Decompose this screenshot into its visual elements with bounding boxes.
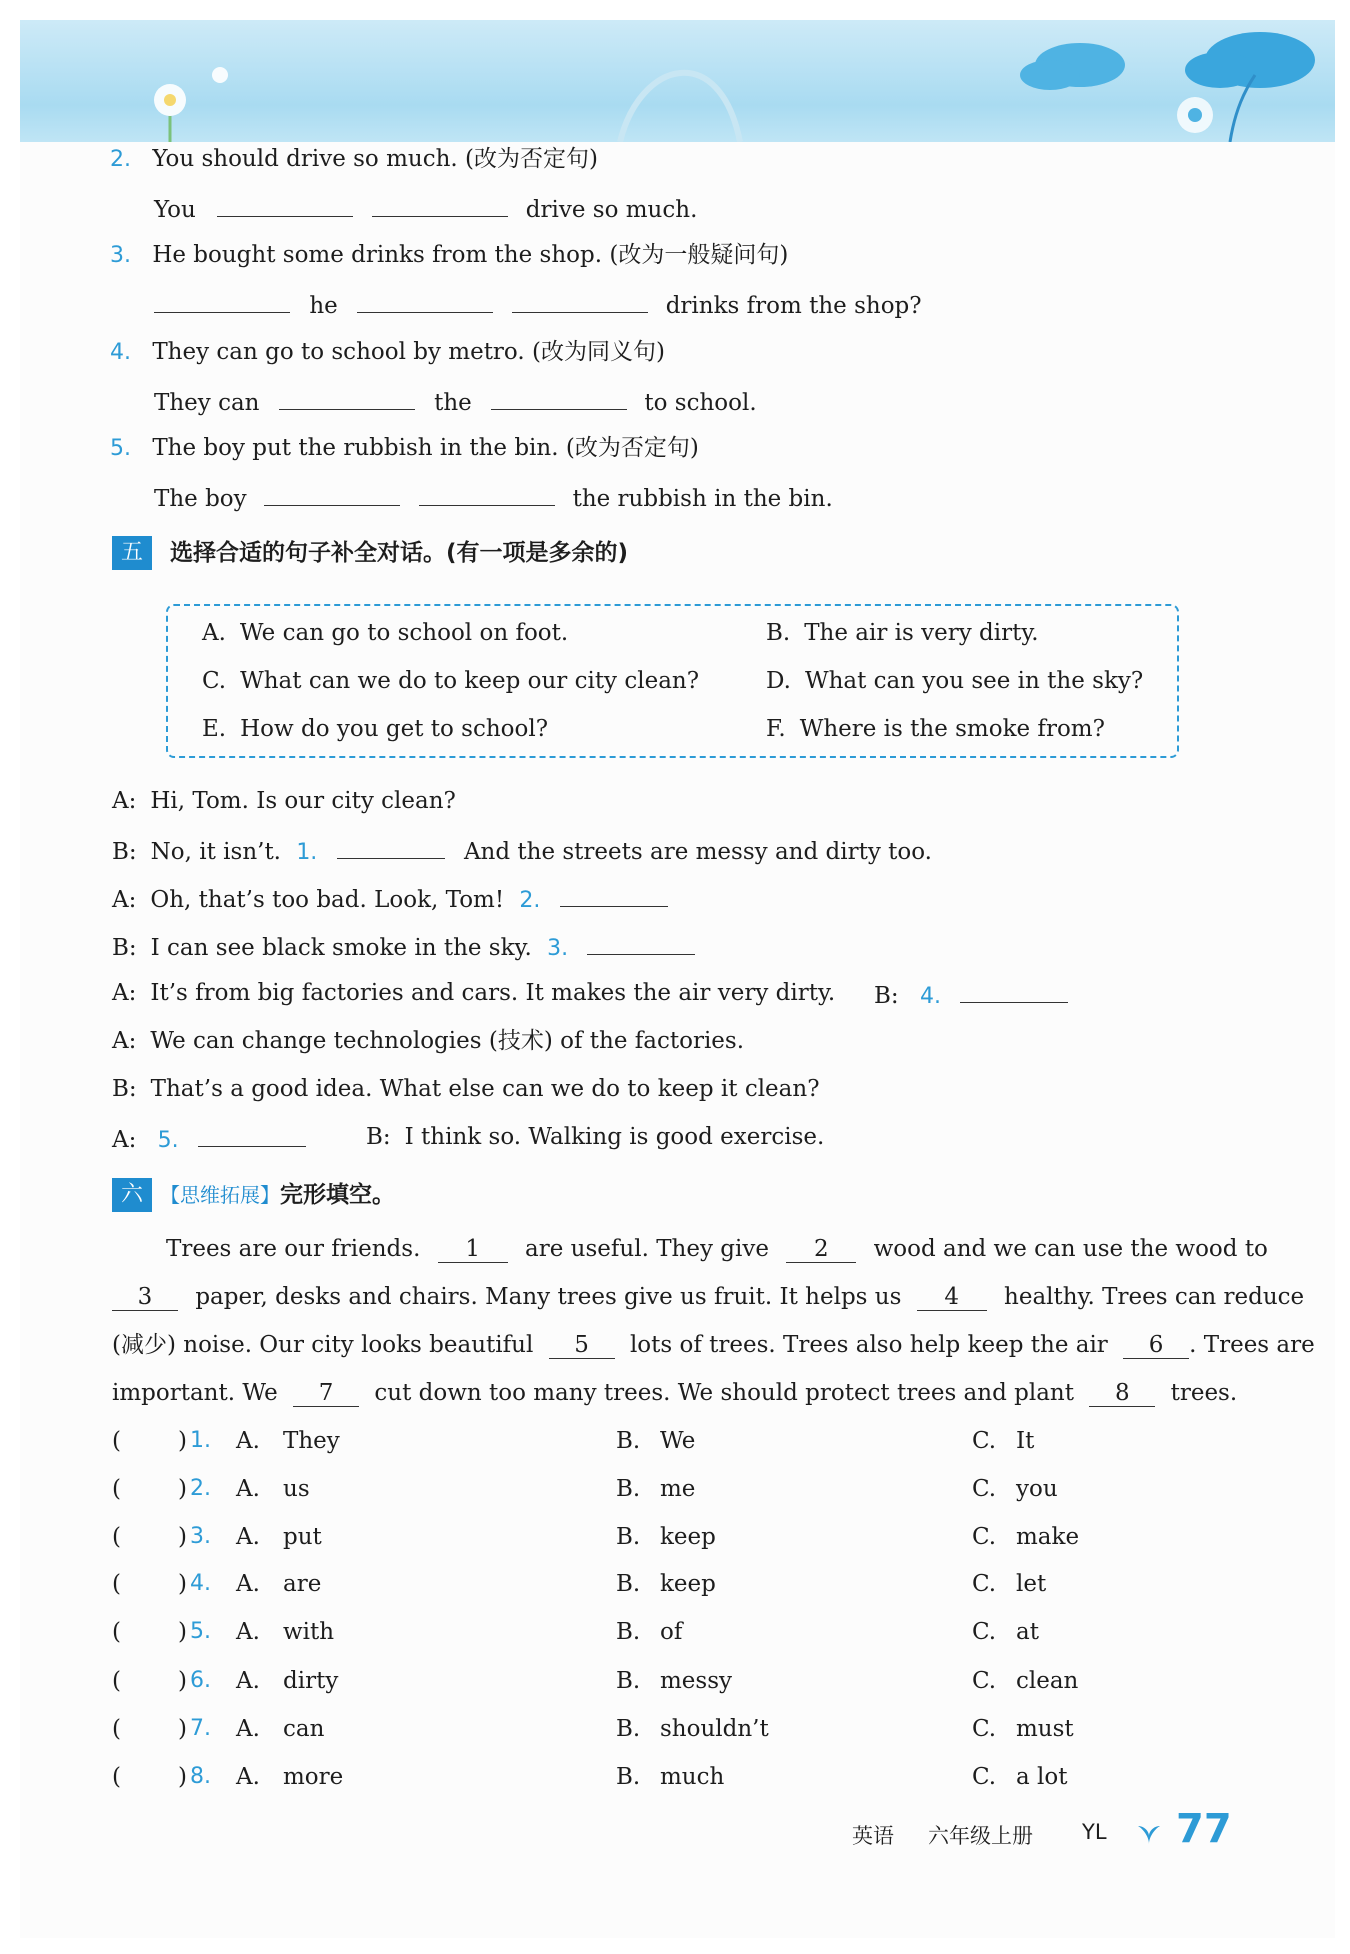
blank-number: 3.	[547, 936, 569, 961]
dialogue-line	[366, 1122, 824, 1152]
option-c-text: must	[1016, 1716, 1074, 1742]
answer-text: They can	[154, 390, 260, 416]
speaker: A:	[112, 1127, 137, 1153]
passage-text: important. We	[112, 1380, 278, 1406]
section-5-title: 选择合适的句子补全对话。(有一项是多余的)	[170, 540, 629, 566]
answer-paren-close: )	[178, 1668, 187, 1694]
option-b-text: shouldn’t	[660, 1716, 769, 1742]
speaker: A:	[112, 1028, 137, 1054]
option-text: What can you see in the sky?	[804, 668, 1144, 694]
answer-paren-close: )	[178, 1619, 187, 1645]
option-text: What can we do to keep our city clean?	[240, 668, 700, 694]
section-5-badge: 五	[112, 536, 152, 570]
option-text: Where is the smoke from?	[799, 716, 1105, 742]
speaker: B:	[112, 839, 137, 865]
item-prompt: The boy put the rubbish in the bin. (改为否定句)	[152, 435, 699, 461]
option-letter-a: A.	[236, 1428, 260, 1454]
option-a-text: They	[283, 1428, 340, 1454]
option-letter-a: A.	[236, 1619, 260, 1645]
answer-paren-open: (	[112, 1668, 121, 1694]
passage-text: are useful. They give	[525, 1236, 769, 1262]
cloze-blank[interactable]: 5	[549, 1332, 615, 1359]
answer-text: drive so much.	[525, 197, 698, 223]
option-d	[766, 666, 1143, 696]
answer-text: he	[309, 293, 338, 319]
dialogue-text: Hi, Tom. Is our city clean?	[150, 788, 456, 814]
option-f	[766, 714, 1105, 744]
rewrite-item-4	[110, 337, 665, 368]
option-letter-c: C.	[972, 1476, 997, 1502]
option-c-text: clean	[1016, 1668, 1079, 1694]
option-b-text: me	[660, 1476, 696, 1502]
option-b-text: of	[660, 1619, 683, 1645]
answer-paren-open: (	[112, 1716, 121, 1742]
rewrite-item-3	[110, 240, 788, 271]
passage-text: cut down too many trees. We should protect trees and plant	[374, 1380, 1074, 1406]
passage-text: healthy. Trees can reduce	[1004, 1284, 1305, 1310]
option-letter: A.	[202, 620, 226, 646]
dialogue-text: It’s from big factories and cars. It makes the air very dirty.	[150, 980, 836, 1006]
option-letter-b: B.	[616, 1619, 641, 1645]
dialogue-text: I think so. Walking is good exercise.	[404, 1124, 825, 1150]
option-a-text: can	[283, 1716, 325, 1742]
answer-slot[interactable]	[140, 1762, 176, 1792]
option-c-text: you	[1016, 1476, 1058, 1502]
answer-blank[interactable]	[960, 978, 1068, 1003]
answer-blank[interactable]	[217, 192, 353, 217]
answer-blank[interactable]	[357, 288, 493, 313]
answer-text: The boy	[154, 486, 247, 512]
header-decoration-image	[20, 20, 1335, 142]
option-a-text: with	[283, 1619, 335, 1645]
option-c-text: let	[1016, 1571, 1047, 1597]
dialogue-line	[112, 1122, 306, 1156]
passage-line-3	[112, 1330, 1315, 1360]
dialogue-line	[112, 786, 456, 816]
option-c-text: make	[1016, 1524, 1080, 1550]
option-letter: C.	[202, 668, 227, 694]
speaker: B:	[366, 1124, 391, 1150]
option-letter: F.	[766, 716, 786, 742]
option-letter-a: A.	[236, 1571, 260, 1597]
cloze-blank[interactable]: 3	[112, 1284, 178, 1311]
speaker: A:	[112, 788, 137, 814]
question-number: 5.	[190, 1619, 211, 1644]
section-tag: 【思维拓展】	[160, 1183, 280, 1207]
option-text: The air is very dirty.	[804, 620, 1039, 646]
dialogue-line	[112, 1026, 744, 1056]
rewrite-answer-4	[154, 385, 757, 418]
question-number: 8.	[190, 1764, 211, 1789]
answer-paren-open: (	[112, 1571, 121, 1597]
option-letter-c: C.	[972, 1524, 997, 1550]
passage-text: wood and we can use the wood to	[873, 1236, 1268, 1262]
section-6-title	[160, 1178, 395, 1212]
dialogue-line	[874, 978, 1068, 1012]
section-6-badge: 六	[112, 1178, 152, 1212]
option-b-text: much	[660, 1764, 725, 1790]
answer-blank[interactable]	[419, 481, 555, 506]
option-a-text: us	[283, 1476, 310, 1502]
dialogue-line	[112, 834, 932, 868]
answer-paren-open: (	[112, 1619, 121, 1645]
option-letter-a: A.	[236, 1524, 260, 1550]
passage-text: . Trees are	[1189, 1332, 1315, 1358]
option-c	[202, 666, 699, 696]
footer-subject: 英语	[852, 1824, 894, 1848]
option-letter-b: B.	[616, 1524, 641, 1550]
option-letter-c: C.	[972, 1428, 997, 1454]
option-b-text: keep	[660, 1524, 716, 1550]
answer-text: to school.	[644, 390, 757, 416]
answer-blank[interactable]	[512, 288, 648, 313]
speaker: B:	[112, 1076, 137, 1102]
item-number: 3.	[110, 243, 131, 268]
speaker: A:	[112, 980, 137, 1006]
blank-number: 2.	[519, 888, 541, 913]
option-letter-a: A.	[236, 1668, 260, 1694]
answer-paren-close: )	[178, 1571, 187, 1597]
answer-paren-close: )	[178, 1764, 187, 1790]
option-letter: D.	[766, 668, 791, 694]
rewrite-item-2	[110, 144, 598, 175]
dialogue-text: That’s a good idea. What else can we do to keep it clean?	[150, 1076, 820, 1102]
answer-blank[interactable]	[560, 882, 668, 907]
passage-text: Trees are our friends.	[166, 1236, 421, 1262]
option-letter-b: B.	[616, 1428, 641, 1454]
answer-blank[interactable]	[154, 288, 290, 313]
option-a-text: are	[283, 1571, 322, 1597]
option-b-text: messy	[660, 1668, 733, 1694]
option-letter: E.	[202, 716, 227, 742]
header-banner	[20, 20, 1335, 142]
option-letter-b: B.	[616, 1668, 641, 1694]
footer-grade: 六年级上册	[928, 1824, 1033, 1848]
item-number: 2.	[110, 147, 131, 172]
option-c-text: It	[1016, 1428, 1035, 1454]
question-number: 2.	[190, 1476, 211, 1501]
cloze-blank[interactable]: 7	[293, 1380, 359, 1407]
speaker: A:	[112, 887, 137, 913]
answer-blank[interactable]	[279, 385, 415, 410]
dialogue-text: Oh, that’s too bad. Look, Tom!	[150, 887, 505, 913]
answer-paren-open: (	[112, 1476, 121, 1502]
question-number: 3.	[190, 1524, 211, 1549]
option-c-text: a lot	[1016, 1764, 1068, 1790]
answer-blank[interactable]	[198, 1122, 306, 1147]
passage-line-4	[112, 1378, 1237, 1408]
dialogue-text: We can change technologies (技术) of the factories.	[150, 1028, 745, 1054]
dialogue-line	[112, 978, 835, 1008]
cloze-blank[interactable]: 2	[786, 1236, 856, 1263]
answer-text: drinks from the shop?	[665, 293, 922, 319]
answer-blank[interactable]	[491, 385, 627, 410]
answer-slot[interactable]	[140, 1666, 176, 1696]
footer-edition: YL	[1082, 1820, 1107, 1844]
item-prompt: He bought some drinks from the shop. (改为一般疑问句)	[152, 242, 789, 268]
blank-number: 4.	[919, 984, 941, 1009]
question-number: 6.	[190, 1668, 211, 1693]
answer-paren-close: )	[178, 1524, 187, 1550]
answer-slot[interactable]	[140, 1617, 176, 1647]
leaf-icon	[1136, 1820, 1162, 1852]
dialogue-line	[112, 930, 695, 964]
option-letter-b: B.	[616, 1716, 641, 1742]
option-letter-b: B.	[616, 1476, 641, 1502]
option-letter-c: C.	[972, 1571, 997, 1597]
option-text: We can go to school on foot.	[239, 620, 569, 646]
option-letter-a: A.	[236, 1716, 260, 1742]
item-number: 4.	[110, 340, 131, 365]
speaker: B:	[112, 935, 137, 961]
rewrite-answer-2	[154, 192, 697, 225]
answer-slot[interactable]	[140, 1714, 176, 1744]
blank-number: 1.	[296, 840, 318, 865]
option-a-text: dirty	[283, 1668, 339, 1694]
option-b-text: We	[660, 1428, 696, 1454]
question-number: 7.	[190, 1716, 211, 1741]
passage-text: trees.	[1170, 1380, 1238, 1406]
section-title-text: 完形填空。	[280, 1182, 395, 1208]
answer-paren-open: (	[112, 1428, 121, 1454]
dialogue-text: I can see black smoke in the sky.	[150, 935, 532, 961]
option-b-text: keep	[660, 1571, 716, 1597]
dialogue-line	[112, 882, 668, 916]
answer-paren-close: )	[178, 1716, 187, 1742]
answer-slot[interactable]	[140, 1569, 176, 1599]
dialogue-line	[112, 1074, 820, 1104]
option-letter-c: C.	[972, 1716, 997, 1742]
cloze-blank[interactable]: 1	[438, 1236, 508, 1263]
blank-number: 5.	[157, 1128, 179, 1153]
answer-paren-close: )	[178, 1428, 187, 1454]
page-number: 77	[1176, 1806, 1232, 1852]
answer-text: the	[434, 390, 472, 416]
option-text: How do you get to school?	[240, 716, 549, 742]
answer-blank[interactable]	[337, 834, 445, 859]
passage-line-2	[112, 1282, 1304, 1312]
answer-paren-open: (	[112, 1524, 121, 1550]
cloze-blank[interactable]: 8	[1089, 1380, 1155, 1407]
answer-paren-open: (	[112, 1764, 121, 1790]
option-c-text: at	[1016, 1619, 1039, 1645]
cloze-blank[interactable]: 4	[917, 1284, 987, 1311]
answer-blank[interactable]	[587, 930, 695, 955]
answer-paren-close: )	[178, 1476, 187, 1502]
speaker: B:	[874, 983, 899, 1009]
option-letter-c: C.	[972, 1619, 997, 1645]
option-letter-c: C.	[972, 1668, 997, 1694]
option-letter-b: B.	[616, 1571, 641, 1597]
passage-text: lots of trees. Trees also help keep the air	[629, 1332, 1108, 1358]
passage-line-1	[166, 1234, 1268, 1264]
rewrite-answer-5	[154, 481, 833, 514]
answer-slot[interactable]	[140, 1522, 176, 1552]
answer-text: You	[154, 197, 196, 223]
option-letter-a: A.	[236, 1764, 260, 1790]
option-a-text: more	[283, 1764, 344, 1790]
option-a-text: put	[283, 1524, 322, 1550]
item-number: 5.	[110, 436, 131, 461]
answer-slot[interactable]	[140, 1474, 176, 1504]
option-letter: B.	[766, 620, 791, 646]
passage-text: (减少) noise. Our city looks beautiful	[112, 1332, 534, 1358]
answer-blank[interactable]	[264, 481, 400, 506]
answer-text: the rubbish in the bin.	[572, 486, 833, 512]
option-b	[766, 618, 1039, 648]
question-number: 4.	[190, 1571, 211, 1596]
dialogue-text: No, it isn’t.	[150, 839, 281, 865]
answer-blank[interactable]	[372, 192, 508, 217]
option-letter-a: A.	[236, 1476, 260, 1502]
option-a	[202, 618, 568, 648]
rewrite-item-5	[110, 433, 699, 464]
option-letter-c: C.	[972, 1764, 997, 1790]
dialogue-text: And the streets are messy and dirty too.	[463, 839, 932, 865]
option-letter-b: B.	[616, 1764, 641, 1790]
item-prompt: You should drive so much. (改为否定句)	[152, 146, 598, 172]
option-e	[202, 714, 548, 744]
item-prompt: They can go to school by metro. (改为同义句)	[152, 339, 665, 365]
passage-text: paper, desks and chairs. Many trees give us fruit. It helps us	[195, 1284, 902, 1310]
answer-slot[interactable]	[140, 1426, 176, 1456]
cloze-blank[interactable]: 6	[1123, 1332, 1189, 1359]
question-number: 1.	[190, 1428, 211, 1453]
rewrite-answer-3	[154, 288, 922, 321]
